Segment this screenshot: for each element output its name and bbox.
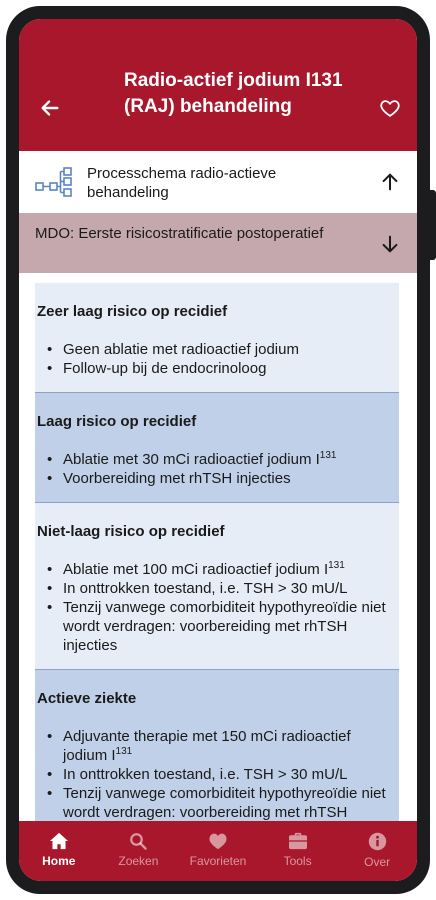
process-schema-label: Processchema radio-actieve behandeling [87,165,277,201]
card-title: Actieve ziekte [37,690,137,707]
back-button[interactable] [33,91,67,125]
page-title: Radio-actief jodium I131 (RAJ) behandeling [124,70,343,117]
tab-zoeken[interactable] [99,821,179,881]
list-item: • Tenzij vanwege comorbiditeit hypothyreoïdie niet wordt verdragen: voorbereiding met rhTSH injecties [37,598,399,655]
favorite-button[interactable] [373,91,407,125]
app-screen [19,19,417,881]
card-title: Niet-laag risico op recidief [37,523,225,540]
list-item: • In onttrokken toestand, i.e. TSH > 30 mU/L [37,579,399,598]
list-item: • Geen ablatie met radioactief jodium [37,340,399,359]
status-bar [19,19,417,43]
card-title: Laag risico op recidief [37,413,197,430]
app-header [19,43,417,151]
card-title: Zeer laag risico op recidief [37,303,228,320]
list-item: • Voorbereiding met rhTSH injecties [37,469,399,488]
list-item: • Tenzij vanwege comorbiditeit hypothyreoïdie niet wordt verdragen: voorbereiding met rhTSH [37,784,399,841]
tab-label: Over [364,855,391,869]
tab-favorieten[interactable] [178,821,258,881]
risk-card-not-low [35,503,399,670]
list-item: • Adjuvante therapie met 150 mCi radioactief jodium $I^{131}$ [37,727,399,765]
process-schema-section[interactable] [19,151,417,213]
list-item: • Ablatie met 100 mCi radioactief jodium $I^{131}$ [37,560,399,579]
bottom-tab-bar [19,821,417,881]
heart-outline-icon [379,97,401,119]
search-icon [129,832,147,850]
arrow-left-icon [39,97,61,119]
briefcase-icon [288,832,308,850]
mdo-label: MDO: Eerste risicostratificatie postoperatief [35,225,324,242]
tab-label: Favorieten [189,854,247,868]
list-item: • Follow-up bij de endocrinoloog [37,359,399,378]
tab-home[interactable] [19,821,99,881]
mdo-section[interactable] [19,213,417,273]
phone-side-button [430,190,436,260]
tab-tools[interactable] [258,821,338,881]
tab-label: Zoeken [118,854,159,868]
risk-card-low [35,393,399,503]
chevron-down-icon [379,233,401,255]
heart-icon [208,832,228,850]
risk-card-very-low [35,283,399,393]
tab-over[interactable] [337,821,417,881]
tab-label: Tools [283,854,312,868]
chevron-up-icon [379,171,401,193]
flowchart-icon [35,166,73,198]
home-icon [49,832,69,850]
list-item: • In onttrokken toestand, i.e. TSH > 30 mU/L [37,765,399,784]
tab-label: Home [42,854,76,868]
risk-cards [35,283,399,870]
list-item: • Ablatie met 30 mCi radioactief jodium $I^{131}$ [37,450,399,469]
info-icon [368,832,387,851]
